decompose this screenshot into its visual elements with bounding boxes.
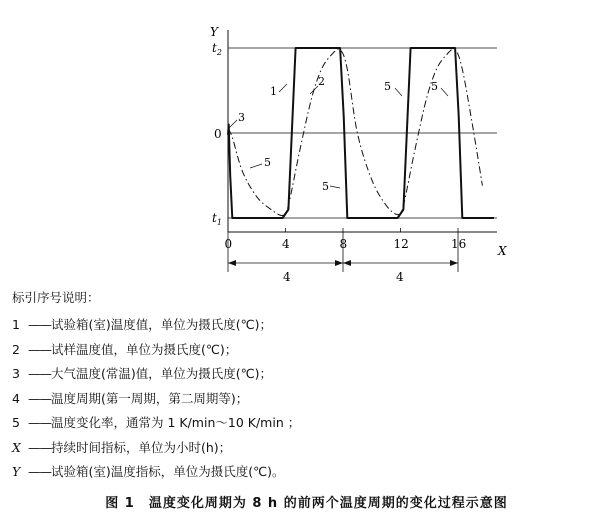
legend-key: 1 (12, 317, 20, 332)
duration-label-1: 4 (283, 270, 291, 284)
duration-label-2: 4 (396, 270, 404, 284)
legend-text: 温度变化率，通常为 1 K/min～10 K/min ； (51, 415, 301, 430)
y-axis-label: Y (210, 25, 218, 39)
y-tick-zero: 0 (214, 127, 222, 141)
x-tick-label: 4 (282, 237, 290, 251)
curve-label-5c: 5 (384, 80, 391, 93)
legend-item (12, 462, 285, 480)
x-tick-label: 8 (339, 237, 348, 251)
figure-caption: 图 1 温度变化周期为 8 h 的前两个温度周期的变化过程示意图 (105, 496, 508, 511)
leader-5a (250, 164, 262, 168)
curve-label-5a: 5 (264, 156, 271, 169)
legend-text: 试验箱(室)温度值，单位为摄氏度(℃)； (51, 317, 273, 332)
curve-label-5d: 5 (431, 80, 438, 93)
legend-key: 5 (12, 415, 20, 430)
curve-label-2: 2 (318, 75, 325, 88)
legend-item (12, 364, 272, 382)
legend-item (12, 438, 231, 456)
leader-5c (395, 88, 402, 96)
legend-key: Y (12, 464, 21, 479)
x-tick-label: 12 (393, 237, 409, 251)
legend-item (12, 340, 237, 358)
legend-text: 大气温度(常温)值，单位为摄氏度(℃)； (51, 366, 273, 381)
duration-arrow-left-1 (228, 260, 236, 266)
x-tick-label: 16 (451, 237, 467, 251)
curve-labels (229, 75, 448, 193)
legend-dash: —— (28, 341, 51, 357)
legend-key: 2 (12, 341, 20, 357)
legend-dash: —— (28, 317, 51, 332)
legend-key: X (12, 439, 21, 455)
legend-dash: —— (28, 366, 51, 381)
series-2-line (228, 49, 482, 216)
leader-5d (441, 88, 448, 96)
legend-text: 试验箱(室)温度指标，单位为摄氏度(℃)。 (51, 464, 285, 479)
duration-arrow-right-1 (335, 260, 343, 266)
leader-5b (330, 186, 340, 188)
y-tick-t2: $t_2$ (212, 41, 222, 57)
legend-dash: —— (28, 439, 51, 455)
x-tick-labels (225, 228, 467, 251)
leader-3 (229, 120, 237, 128)
legend-title: 标引序号说明： (12, 290, 100, 305)
legend-dash: —— (28, 464, 51, 479)
leader-2 (310, 86, 318, 94)
legend-text: 温度周期(第一周期，第二周期等)； (51, 390, 249, 406)
y-tick-t1: $t_1$ (212, 211, 222, 227)
legend-text: 持续时间指标，单位为小时(h)； (51, 439, 232, 455)
legend-key: 3 (12, 366, 20, 381)
legend-dash: —— (28, 415, 51, 430)
legend-item (12, 389, 248, 407)
curve-label-5b: 5 (322, 180, 329, 193)
x-tick-label: 0 (224, 237, 233, 251)
duration-arrow-right-2 (450, 260, 458, 266)
legend-item (12, 315, 272, 333)
axes-group (210, 25, 507, 272)
legend-text: 试样温度值，单位为摄氏度(℃)； (51, 341, 238, 357)
leader-1 (279, 84, 287, 92)
x-axis-label: X (498, 244, 507, 258)
duration-arrow-left-2 (343, 260, 351, 266)
legend-dash: —— (28, 390, 51, 406)
legend-key: 4 (12, 390, 20, 406)
curve-label-3: 3 (238, 111, 245, 124)
curve-label-1: 1 (270, 85, 277, 98)
legend-item (12, 413, 300, 431)
